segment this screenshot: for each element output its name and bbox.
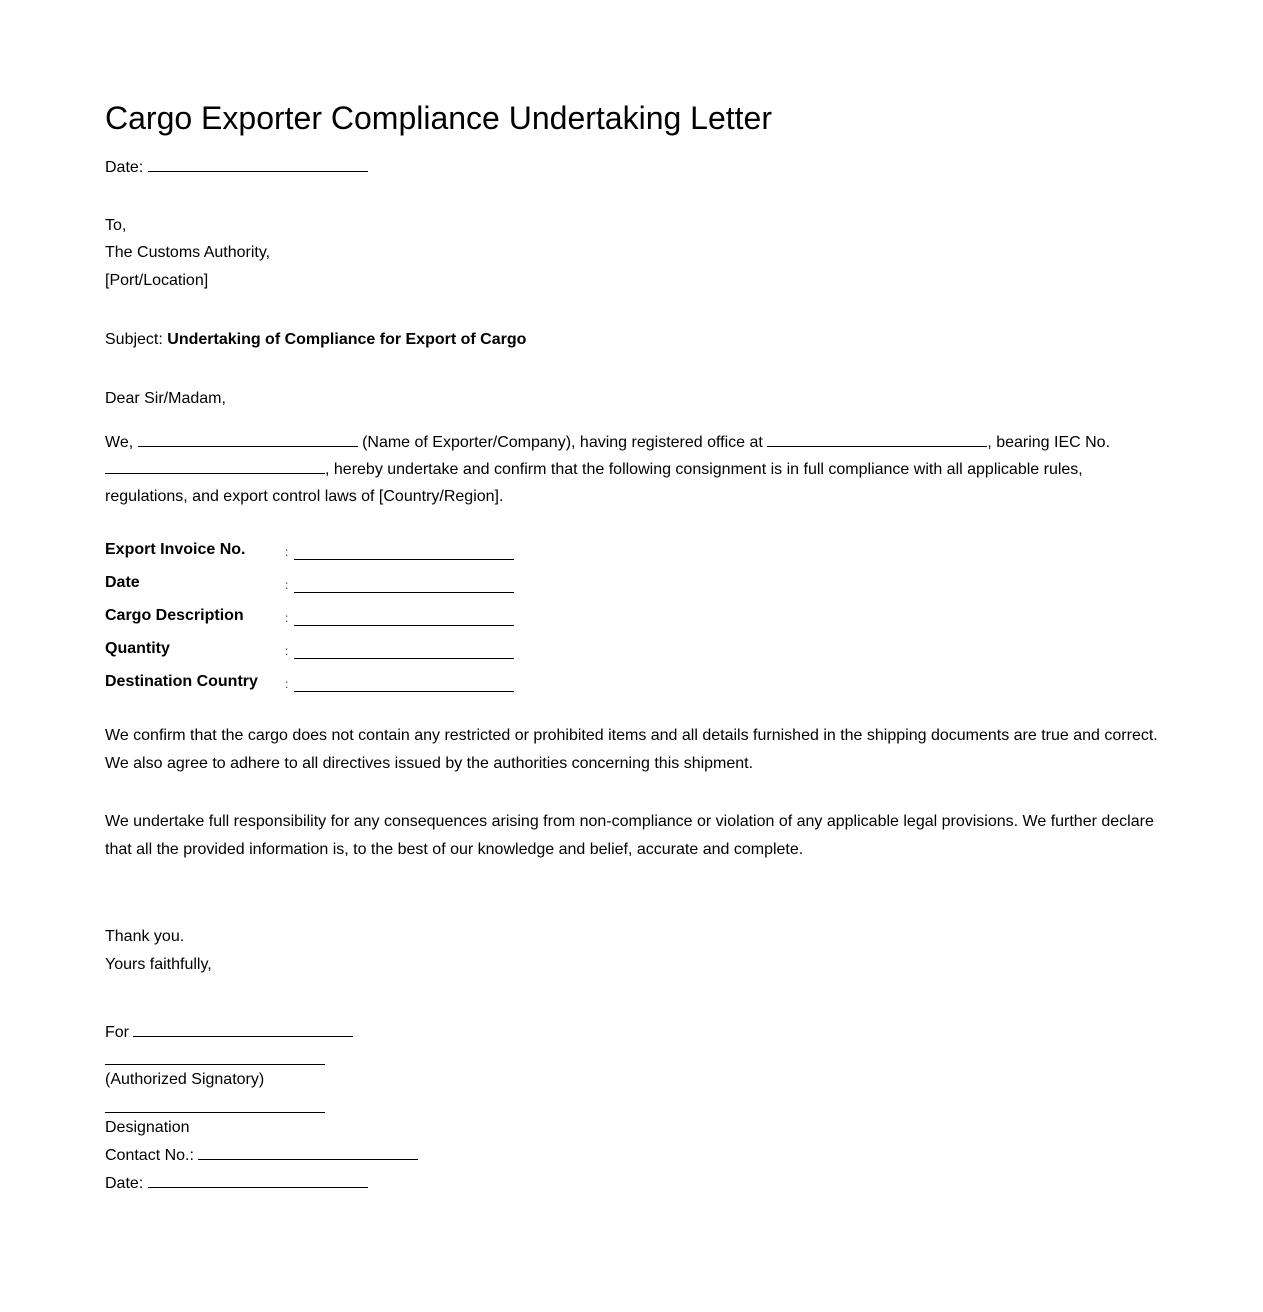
cargo-description-field[interactable] — [294, 606, 514, 626]
detail-colon: : — [285, 644, 289, 658]
date-label: Date: — [105, 159, 144, 176]
closing-yours: Yours faithfully, — [105, 956, 212, 973]
detail-label: Cargo Description — [105, 607, 244, 624]
for-label: For — [105, 1024, 129, 1041]
subject-text: Undertaking of Compliance for Export of Cargo — [167, 331, 527, 348]
intro-line-3: regulations, and export control laws of [Country/Region]. — [105, 488, 504, 505]
signature-line[interactable] — [105, 1064, 325, 1065]
signature-date-field[interactable] — [148, 1173, 368, 1188]
detail-label: Quantity — [105, 640, 170, 657]
destination-country-field[interactable] — [294, 672, 514, 692]
recipient-authority: The Customs Authority, — [105, 244, 271, 261]
company-for-field[interactable] — [133, 1022, 353, 1037]
closing-thanks: Thank you. — [105, 928, 185, 945]
signature-for-line — [105, 1022, 353, 1043]
designation-line[interactable] — [105, 1112, 325, 1113]
contact-number-field[interactable] — [198, 1145, 418, 1160]
shipment-date-field[interactable] — [294, 573, 514, 593]
intro-undertake: , hereby undertake and confirm that the following consignment is in full compliance with all applicable rules, — [325, 461, 1083, 478]
letter-title: Cargo Exporter Compliance Undertaking Letter — [105, 100, 772, 136]
subject-label: Subject: — [105, 331, 163, 348]
quantity-field[interactable] — [294, 639, 514, 659]
subject-line — [105, 330, 526, 350]
signature-date-line — [105, 1173, 368, 1194]
intro-name-hint: (Name of Exporter/Company), having registered office at — [362, 434, 763, 451]
intro-line-2 — [105, 459, 1083, 480]
registered-office-field[interactable] — [767, 432, 987, 447]
detail-colon: : — [285, 611, 289, 625]
detail-label: Export Invoice No. — [105, 541, 246, 558]
detail-colon: : — [285, 578, 289, 592]
invoice-number-field[interactable] — [294, 540, 514, 560]
authorized-signatory-label: (Authorized Signatory) — [105, 1071, 265, 1088]
detail-label: Date — [105, 574, 140, 591]
exporter-name-field[interactable] — [138, 432, 358, 447]
iec-number-field[interactable] — [105, 459, 325, 474]
detail-colon: : — [285, 545, 289, 559]
paragraph-responsibility: We undertake full responsibility for any consequences arising from non-compliance or violation of any applicable legal provisions. We further declare that all the provided information is, to the best of our knowledge and belief, accurate and complete. — [105, 813, 1154, 858]
intro-line-1 — [105, 432, 1110, 453]
signature-date-label: Date: — [105, 1175, 144, 1192]
detail-colon: : — [285, 677, 289, 691]
paragraph-confirm: We confirm that the cargo does not contain any restricted or prohibited items and all details furnished in the shipping documents are true and correct. We also agree to adhere to all directives issued by the authorities concerning this shipment. — [105, 727, 1158, 772]
detail-label: Destination Country — [105, 673, 258, 690]
recipient-to: To, — [105, 217, 127, 234]
date-field[interactable] — [148, 157, 368, 172]
intro-we: We, — [105, 434, 134, 451]
intro-iec: , bearing IEC No. — [987, 434, 1111, 451]
date-line — [105, 157, 368, 178]
contact-line — [105, 1145, 418, 1166]
recipient-location: [Port/Location] — [105, 272, 209, 289]
designation-label: Designation — [105, 1119, 190, 1136]
contact-label: Contact No.: — [105, 1147, 194, 1164]
salutation: Dear Sir/Madam, — [105, 390, 226, 407]
